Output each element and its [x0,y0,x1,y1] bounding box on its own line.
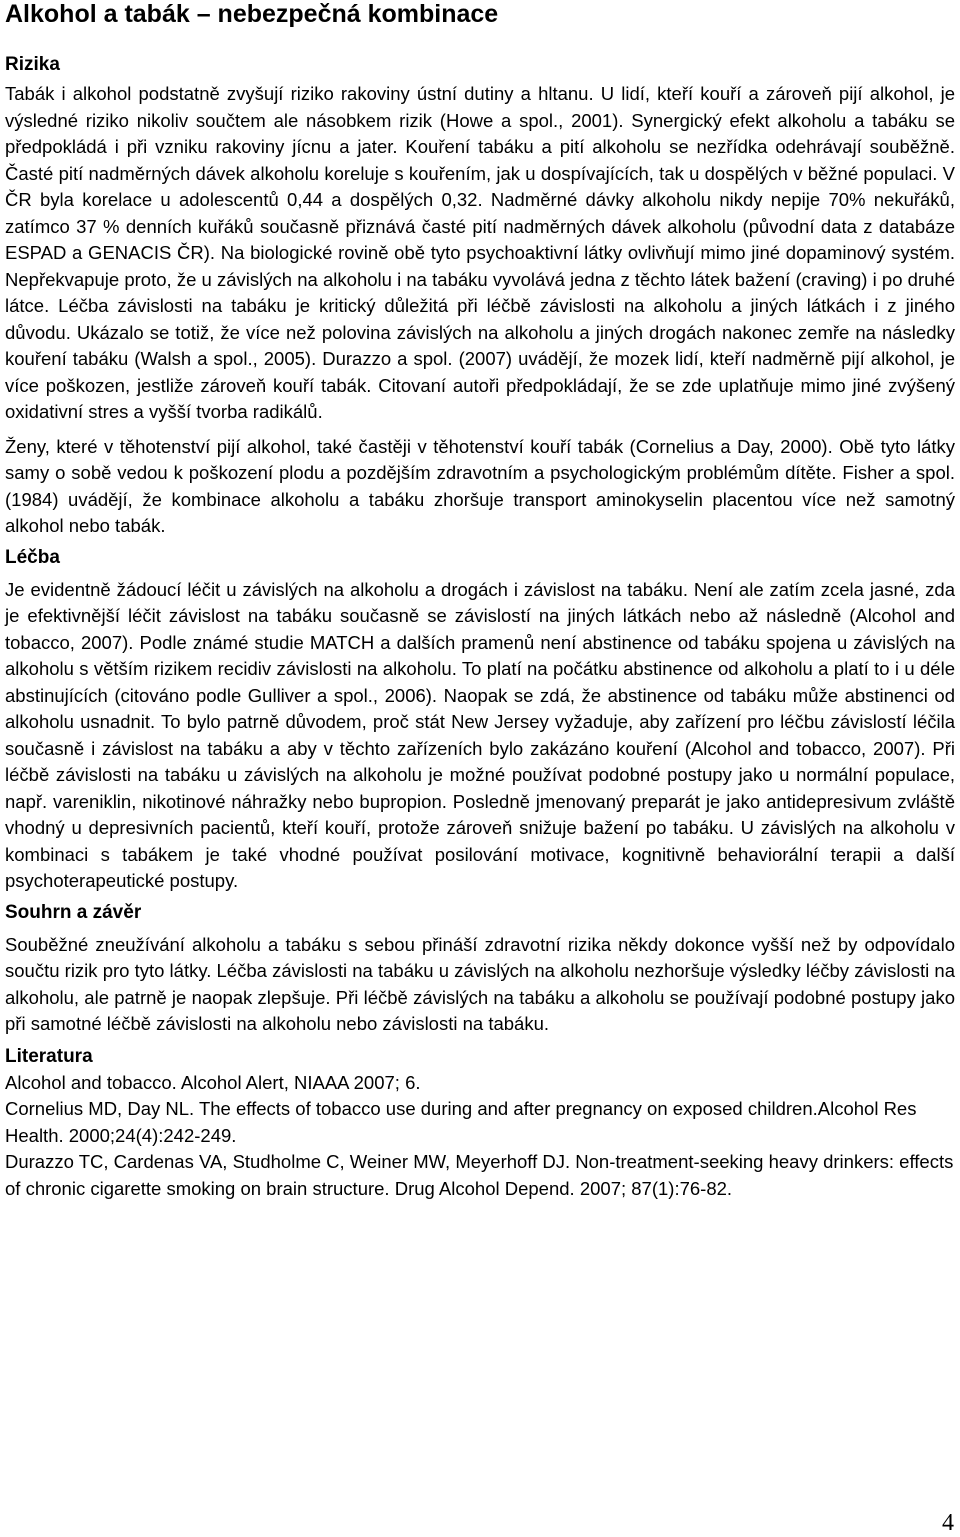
rizika-paragraph-1: Tabák i alkohol podstatně zvyšují riziko rakoviny ústní dutiny a hltanu. U lidí, kteří kouří a zároveň pijí alkohol, je výsledné riziko nikoliv součtem ale násobkem rizik (Howe a spol., 2001). Synergický efekt alkoholu a tabáku se předpokládá i při vzniku rakoviny jícnu a jater. Kouření tabáku a pití alkoholu se nezřídka odehrávají souběžně. Časté pití nadměrných dávek alkoholu koreluje s kouřením, jak u dospívajících, tak u dospělých v běžné populaci. V ČR byla korelace u adolescentů 0,44 a dospělých 0,32. Nadměrné dávky alkoholu nikdy nepije 70% nekuřáků, zatímco 37 % denních kuřáků současně přiznává časté pití nadměrných dávek alkoholu (původní data z databáze ESPAD a GENACIS ČR). Na biologické rovině obě tyto psychoaktivní látky ovlivňují mimo jiné dopaminový systém. Nepřekvapuje proto, že u závislých na alkoholu i na tabáku vyvolává jedna z těchto látek bažení (craving) i po druhé látce. Léčba závislosti na tabáku je kritický důležitá při léčbě závislosti na alkoholu a jiných látkách i z jiného důvodu. Ukázalo se totiž, že více než polovina závislých na alkoholu a jiných drogách nakonec zemře na následky kouření tabáku (Walsh a spol., 2005). Durazzo a spol. (2007) uvádějí, že mozek lidí, kteří nadměrně pijí alkohol, je více poškozen, jestliže zároveň kouří tabák. Citovaní autoři předpokládají, že se zde uplatňuje mimo jiné zvýšený oxidativní stres a vyšší tvorba radikálů. [5,83,955,422]
page-number: 4 [942,1510,954,1536]
section-heading-lecba: Léčba [5,546,60,568]
section-heading-rizika: Rizika [5,54,60,75]
section-heading-souhrn: Souhrn a závěr [5,901,142,923]
rizika-paragraph-2: Ženy, které v těhotenství pijí alkohol, také častěji v těhotenství kouří tabák (Cornelius a Day, 2000). Obě tyto látky samy o sobě vedou k poškození plodu a pozdějším zdravotním a psychologickým problémům dítěte. Fisher a spol. (1984) uvádějí, že kombinace alkoholu a tabáku zhoršuje transport aminokyselin placentou více než samotný alkohol nebo tabák. [5,435,955,536]
souhrn-paragraph: Souběžné zneužívání alkoholu a tabáku s sebou přináší zdravotní rizika někdy dokonce vyšší než by odpovídalo součtu rizik pro tyto látky. Léčba závislosti na tabáku u závislých na alkoholu nezhoršuje výsledky léčby závislosti na alkoholu, ale patrně je naopak zlepšuje. Při léčbě závislých na tabáku a alkoholu se používají podobné postupy jako při samotné léčbě závislosti na alkoholu nebo závislosti na tabáku. [5,933,955,1034]
section-heading-literatura: Literatura [5,1045,93,1067]
document-title: Alkohol a tabák – nebezpečná kombinace [5,0,499,28]
document-page [5,0,955,1202]
reference-item: Durazzo TC, Cardenas VA, Studholme C, Weiner MW, Meyerhoff DJ. Non-treatment-seeking heavy drinkers: effects of chronic cigarette smoking on brain structure. Drug Alcohol Depend. 2007; 87(1):76-82. [5,1151,954,1199]
lecba-paragraph: Je evidentně žádoucí léčit u závislých na alkoholu a drogách i závislost na tabáku. Není ale zatím zcela jasné, zda je efektivnější léčit závislost na tabáku současně se závislostí na jiných látkách nebo až následně (Alcohol and tobacco, 2007). Podle známé studie MATCH a dalších pramenů není abstinence od tabáku spojena u závislých na alkoholu s větším rizikem recidiv závislosti na alkoholu. To platí na počátku abstinence od alkoholu a platí to i u déle abstinujících (citováno podle Gulliver a spol., 2006). Naopak se zdá, že abstinence od tabáku může abstinenci od alkoholu usnadnit. To bylo patrně důvodem, proč stát New Jersey vyžaduje, aby zařízení pro léčbu závislostí léčila současně i závislost na tabáku a aby v těchto zařízeních bylo zakázáno kouření (Alcohol and tobacco, 2007). Při léčbě závislosti na tabáku u závislých na alkoholu je možné používat podobné postupy jako u normální populace, např. vareniklin, nikotinové náhražky nebo bupropion. Posledně jmenovaný preparát je jako antidepresivum zvláště vhodný u depresivních pacientů, kteří kouří, protože zároveň snižuje bažení po tabáku. U závislých na alkoholu v kombinaci s tabákem je také vhodné používat posilování motivace, kognitivně behaviorální terapii a další psychoterapeutické postupy. [5,578,955,891]
reference-item: Cornelius MD, Day NL. The effects of tobacco use during and after pregnancy on exposed children.Alcohol Res Health. 2000;24(4):242-249. [5,1098,917,1146]
reference-item: Alcohol and tobacco. Alcohol Alert, NIAAA 2007; 6. [5,1071,421,1093]
